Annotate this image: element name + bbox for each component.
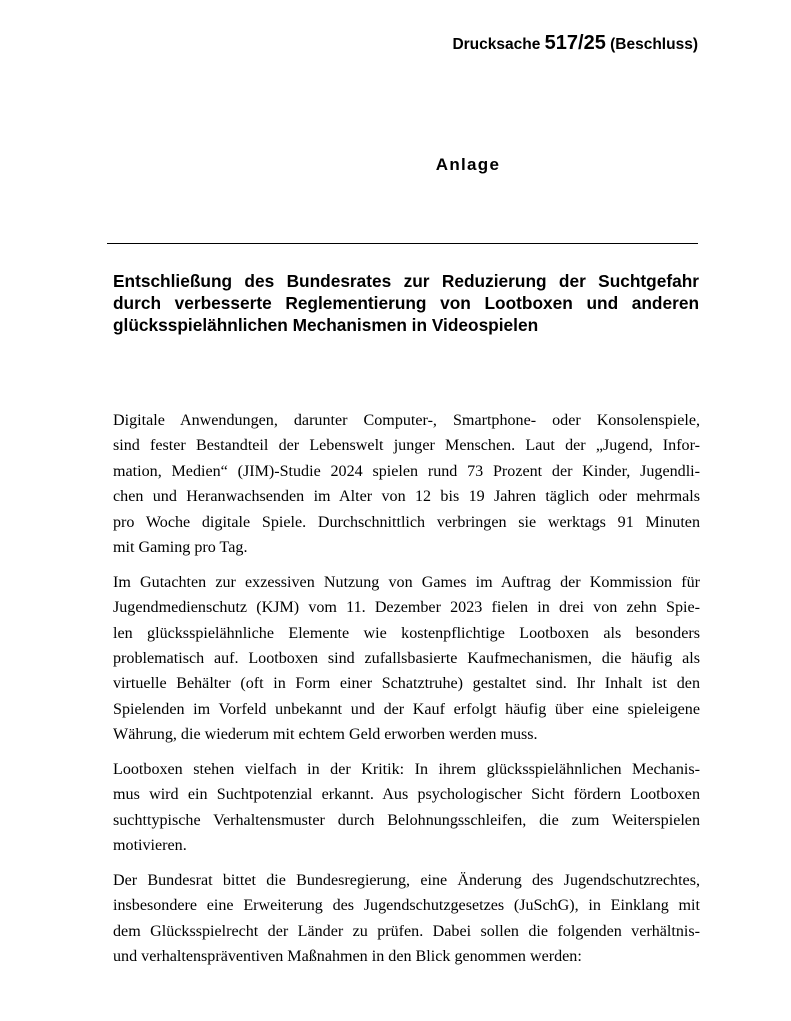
document-body	[113, 408, 700, 979]
text-line: mus wird ein Suchtpotenzial erkannt. Aus psychologischer Sicht fördern Lootboxen	[113, 786, 700, 804]
text-line: Digitale Anwendungen, darunter Computer-, Smartphone- oder Konsolenspiele,	[113, 412, 700, 429]
text-line: Der Bundesrat bittet die Bundesregierung, eine Änderung des Jugendschutzrechtes,	[113, 872, 700, 890]
text-line: Jugendmedienschutz (KJM) vom 11. Dezember 2023 fielen in drei von zehn Spie-	[113, 599, 700, 617]
text-line: problematisch auf. Lootboxen sind zufallsbasierte Kaufmechanismen, die häufig als	[113, 650, 700, 668]
text-line: sind fester Bestandteil der Lebenswelt junger Menschen. Laut der „Jugend, Infor-	[113, 437, 700, 455]
document-number-header	[452, 32, 698, 55]
text-line: mit Gaming pro Tag.	[113, 539, 248, 557]
paragraph	[113, 408, 700, 560]
text-line: Lootboxen stehen vielfach in der Kritik: In ihrem glücksspielähnlichen Mechanis-	[113, 761, 700, 779]
header-suffix: (Beschluss)	[610, 36, 698, 53]
paragraph	[113, 570, 700, 748]
text-line: Spielenden im Vorfeld unbekannt und der Kauf erfolgt häufig über eine spieleigene	[113, 700, 700, 718]
title-line: Entschließung des Bundesrates zur Reduzierung der Suchtgefahr	[113, 271, 699, 291]
paragraph	[113, 757, 700, 859]
text-line: mation, Medien“ (JIM)-Studie 2024 spielen rund 73 Prozent der Kinder, Jugendli-	[113, 462, 700, 480]
text-line: suchttypische Verhaltensmuster durch Belohnungsschleifen, die zum Weiterspielen	[113, 811, 700, 829]
text-line: dem Glücksspielrecht der Länder zu prüfen. Dabei sollen die folgenden verhältnis-	[113, 922, 700, 940]
text-line: und verhaltenspräventiven Maßnahmen in den Blick genommen werden:	[113, 948, 582, 966]
text-line: virtuelle Behälter (oft in Form einer Schatztruhe) gestaltet sind. Ihr Inhalt ist den	[113, 675, 700, 693]
title-divider	[107, 243, 698, 244]
text-line: insbesondere eine Erweiterung des Jugendschutzgesetzes (JuSchG), in Einklang mit	[113, 897, 700, 915]
text-line: len glücksspielähnliche Elemente wie kostenpflichtige Lootboxen als besonders	[113, 624, 700, 642]
text-line: Währung, die wiederum mit echtem Geld erworben werden muss.	[113, 726, 538, 744]
title-line: glücksspielähnlichen Mechanismen in Videospielen	[113, 315, 539, 335]
text-line: chen und Heranwachsenden im Alter von 12 bis 19 Jahren täglich oder mehrmals	[113, 488, 700, 506]
text-line: Im Gutachten zur exzessiven Nutzung von Games im Auftrag der Kommission für	[113, 573, 700, 591]
header-prefix: Drucksache	[452, 36, 541, 53]
text-line: motivieren.	[113, 837, 187, 855]
title-line: durch verbesserte Reglementierung von Lootboxen und anderen	[113, 293, 699, 313]
document-title	[113, 270, 699, 336]
document-number: 517/25	[544, 32, 606, 54]
annex-label: Anlage	[435, 155, 501, 174]
paragraph	[113, 868, 700, 970]
text-line: pro Woche digitale Spiele. Durchschnittlich verbringen sie werktags 91 Minuten	[113, 513, 700, 531]
